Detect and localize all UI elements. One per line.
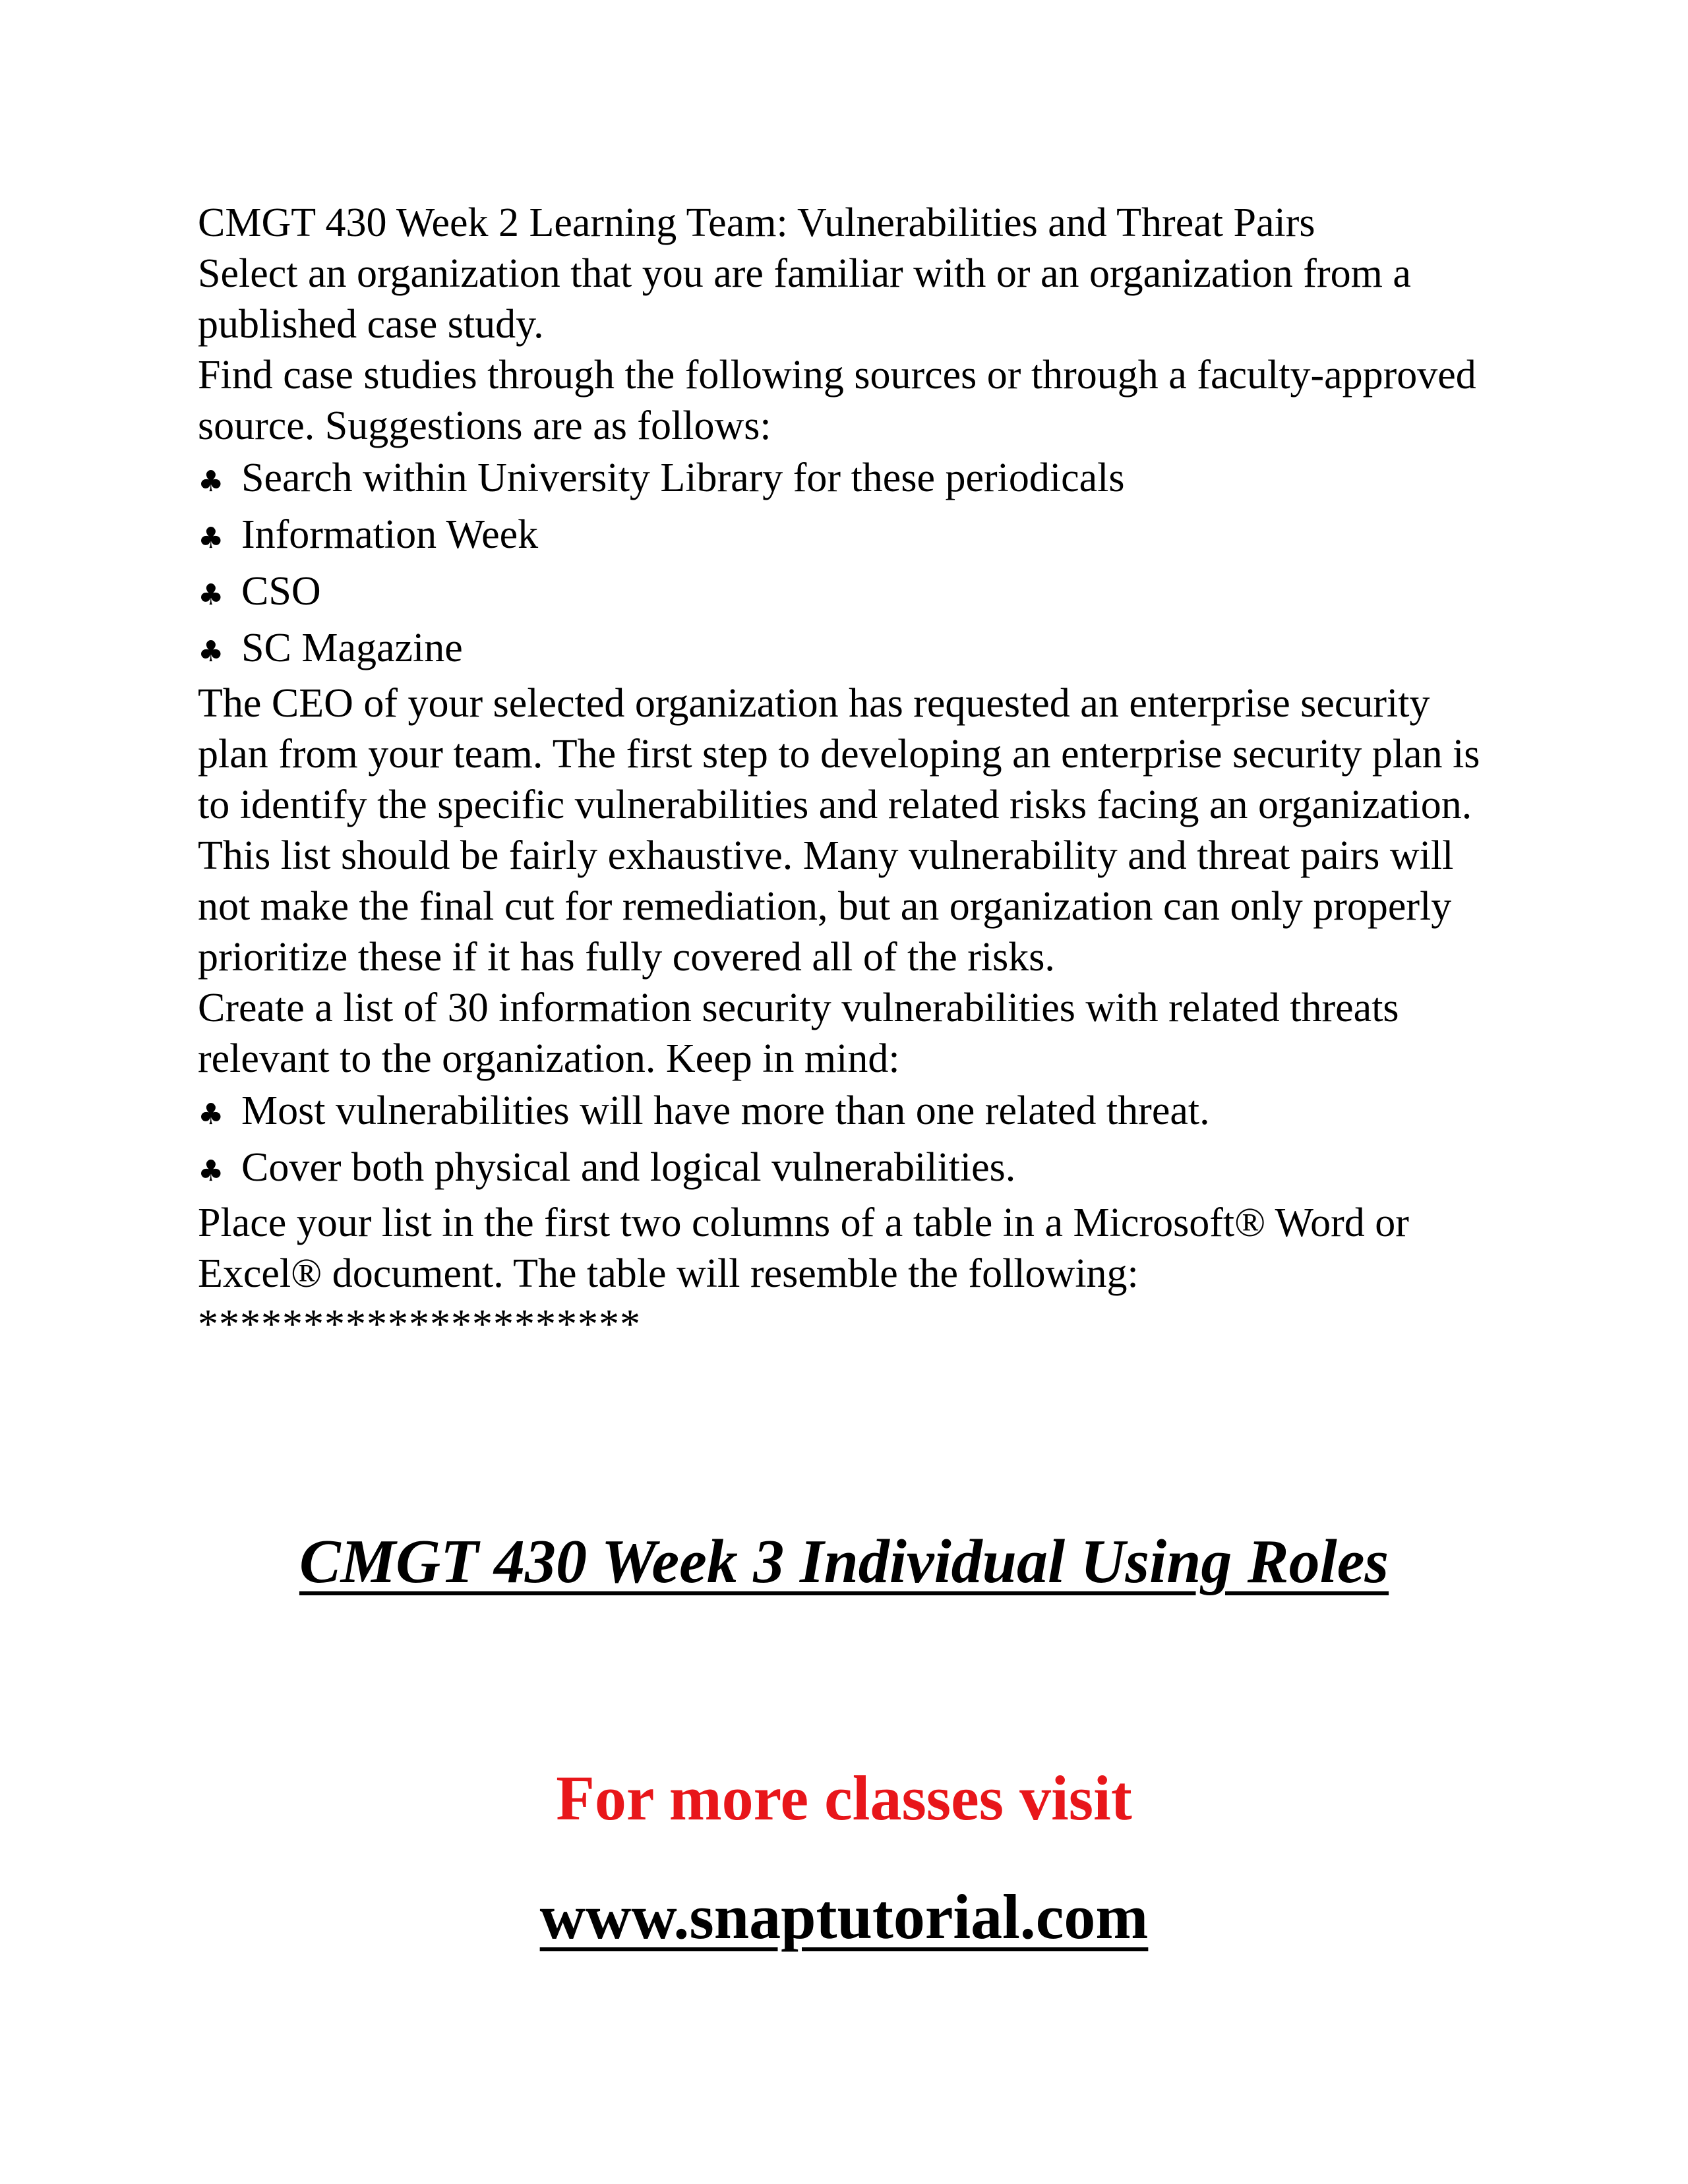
keep-in-mind-list (198, 1084, 1490, 1198)
website-link[interactable]: www.snaptutorial.com (539, 1881, 1149, 1952)
list-item-text: Information Week (241, 512, 539, 557)
closing-paragraph: Place your list in the first two columns of a table in a Microsoft® Word or Excel® document. The table will resemble the following: (198, 1200, 1409, 1296)
list-item (198, 622, 1490, 678)
list-item (198, 452, 1490, 508)
club-suit-icon: ♣ (198, 578, 224, 612)
list-item-text: CSO (241, 569, 321, 614)
body-paragraph: Create a list of 30 information security vulnerabilities with related threats relevant to the organization. Keep in mind: (198, 986, 1399, 1081)
list-item (198, 508, 1490, 565)
club-suit-icon: ♣ (198, 1154, 224, 1188)
source-list (198, 452, 1490, 678)
body-paragraph: The CEO of your selected organization has requested an enterprise security plan from your team. The first step to developing an enterprise security plan is to identify the specific vulnerabilities and related risks facing an organization. This list should be fairly exhaustive. Many vulnerability and threat pairs will not make the final cut for remediation, but an organization can only properly prioritize these if it has fully covered all of the risks. (198, 681, 1480, 980)
club-suit-icon: ♣ (198, 1098, 224, 1131)
document-body (198, 198, 1490, 1350)
promo-text: For more classes visit (556, 1763, 1132, 1833)
intro-paragraph: Find case studies through the following sources or through a faculty-approved source. Suggestions are as follows: (198, 353, 1476, 448)
website-footer (0, 1880, 1688, 1953)
list-item-text: Most vulnerabilities will have more than one related threat. (241, 1088, 1210, 1133)
list-item-text: Cover both physical and logical vulnerabilities. (241, 1145, 1016, 1190)
document-title: CMGT 430 Week 2 Learning Team: Vulnerabilities and Threat Pairs (198, 200, 1315, 245)
list-item (198, 1141, 1490, 1198)
separator-stars: ********************* (198, 1302, 641, 1347)
club-suit-icon: ♣ (198, 521, 224, 555)
intro-paragraph: Select an organization that you are familiar with or an organization from a published case study. (198, 251, 1411, 347)
list-item (198, 1084, 1490, 1141)
list-item (198, 565, 1490, 622)
club-suit-icon: ♣ (198, 465, 224, 498)
club-suit-icon: ♣ (198, 635, 224, 668)
next-section-heading: CMGT 430 Week 3 Individual Using Roles (299, 1527, 1389, 1596)
list-item-text: Search within University Library for these periodicals (241, 456, 1125, 500)
list-item-text: SC Magazine (241, 626, 463, 670)
